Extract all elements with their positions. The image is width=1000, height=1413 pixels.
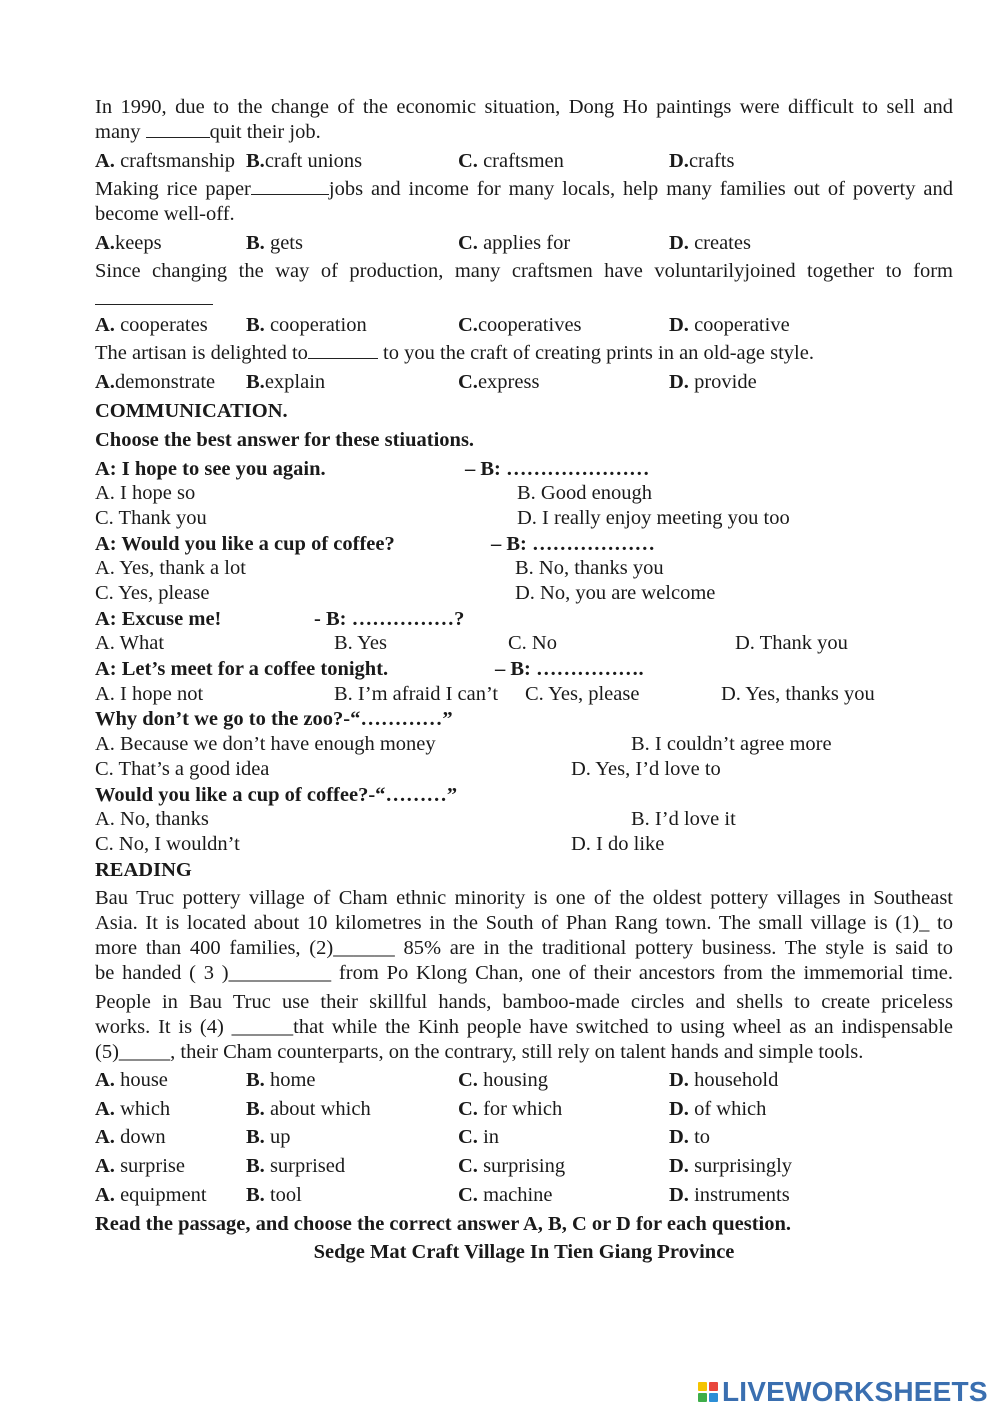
comm1-option-c[interactable]: C. Thank you xyxy=(95,507,207,529)
reading-q5-option-b[interactable]: B. tool xyxy=(246,1184,302,1206)
comm2-option-c[interactable]: C. Yes, please xyxy=(95,582,210,604)
q3-stem-line1: Since changing the way of production, many craftsmen have voluntarilyjoined together to form xyxy=(95,260,953,282)
communication-heading: COMMUNICATION. xyxy=(95,400,288,422)
comm6-prompt: Would you like a cup of coffee?-“………” xyxy=(95,784,458,806)
comm2-option-b[interactable]: B. No, thanks you xyxy=(515,557,664,579)
comm4-option-c[interactable]: C. Yes, please xyxy=(525,683,640,705)
q3-option-c[interactable]: C.cooperatives xyxy=(458,314,582,336)
comm1-response: – B: ………………… xyxy=(465,458,650,480)
reading-q1-option-d[interactable]: D. household xyxy=(669,1069,779,1091)
comm5-option-d[interactable]: D. Yes, I’d love to xyxy=(571,758,721,780)
reading-passage-line: People in Bau Truc use their skillful hands, bamboo-made circles and shells to create priceless xyxy=(95,991,953,1013)
q3-stem-line2 xyxy=(95,287,213,312)
comm4-option-d[interactable]: D. Yes, thanks you xyxy=(721,683,875,705)
reading-q1-option-b[interactable]: B. home xyxy=(246,1069,316,1091)
communication-instruction: Choose the best answer for these stiuations. xyxy=(95,429,475,451)
reading-q4-option-d[interactable]: D. surprisingly xyxy=(669,1155,793,1177)
q2-option-d[interactable]: D. creates xyxy=(669,232,751,254)
q1-option-d[interactable]: D.crafts xyxy=(669,150,735,172)
passage-title: Sedge Mat Craft Village In Tien Giang Province xyxy=(313,1241,735,1263)
reading-passage-line: Bau Truc pottery village of Cham ethnic minority is one of the oldest pottery villages in Southeast xyxy=(95,887,953,909)
reading-passage-line: (5)_____, their Cham counterparts, on the contrary, still rely on talent hands and simple tools. xyxy=(95,1041,864,1063)
logo-mark-icon xyxy=(698,1382,718,1402)
q4-option-a[interactable]: A.demonstrate xyxy=(95,371,216,393)
comm5-option-c[interactable]: C. That’s a good idea xyxy=(95,758,270,780)
liveworksheets-logo xyxy=(698,1377,988,1407)
reading-q3-option-a[interactable]: A. down xyxy=(95,1126,166,1148)
comm3-option-c[interactable]: C. No xyxy=(508,632,557,654)
reading-q3-option-c[interactable]: C. in xyxy=(458,1126,500,1148)
reading-q4-option-b[interactable]: B. surprised xyxy=(246,1155,346,1177)
reading-q2-option-d[interactable]: D. of which xyxy=(669,1098,767,1120)
answer-blank[interactable] xyxy=(95,290,213,305)
comm4-option-a[interactable]: A. I hope not xyxy=(95,683,204,705)
final-instruction: Read the passage, and choose the correct answer A, B, C or D for each question. xyxy=(95,1213,792,1235)
q4-option-b[interactable]: B.explain xyxy=(246,371,326,393)
q2-option-c[interactable]: C. applies for xyxy=(458,232,571,254)
logo-text: LIVEWORKSHEETS xyxy=(722,1376,988,1407)
comm3-option-a[interactable]: A. What xyxy=(95,632,165,654)
comm2-option-a[interactable]: A. Yes, thank a lot xyxy=(95,557,246,579)
q3-option-a[interactable]: A. cooperates xyxy=(95,314,208,336)
comm3-prompt: A: Excuse me! xyxy=(95,608,222,630)
q2-stem-line1: Making rice paper jobs and income for many locals, help many families out of poverty and xyxy=(95,178,953,200)
comm6-option-c[interactable]: C. No, I wouldn’t xyxy=(95,833,240,855)
comm1-prompt: A: I hope to see you again. xyxy=(95,458,326,480)
reading-q1-option-a[interactable]: A. house xyxy=(95,1069,168,1091)
comm3-response: - B: ……………? xyxy=(314,608,465,630)
comm4-response: – B: ……………. xyxy=(495,658,644,680)
comm2-response: – B: ……………… xyxy=(491,533,655,555)
comm2-option-d[interactable]: D. No, you are welcome xyxy=(515,582,716,604)
answer-blank[interactable] xyxy=(251,180,329,195)
comm4-option-b[interactable]: B. I’m afraid I can’t xyxy=(334,683,499,705)
reading-q4-option-a[interactable]: A. surprise xyxy=(95,1155,185,1177)
q4-stem-line1: The artisan is delighted to to you the craft of creating prints in an old-age style. xyxy=(95,342,814,364)
q1-stem-line1: In 1990, due to the change of the economic situation, Dong Ho paintings were difficult to sell and xyxy=(95,96,953,118)
q2-option-b[interactable]: B. gets xyxy=(246,232,303,254)
comm1-option-d[interactable]: D. I really enjoy meeting you too xyxy=(517,507,790,529)
reading-q5-option-d[interactable]: D. instruments xyxy=(669,1184,790,1206)
q4-option-c[interactable]: C.express xyxy=(458,371,540,393)
comm5-option-b[interactable]: B. I couldn’t agree more xyxy=(631,733,832,755)
reading-q4-option-c[interactable]: C. surprising xyxy=(458,1155,566,1177)
reading-passage-line: works. It is (4) ______that while the Kinh people have switched to using wheel as an indispensable xyxy=(95,1016,953,1038)
reading-q5-option-c[interactable]: C. machine xyxy=(458,1184,553,1206)
comm6-option-a[interactable]: A. No, thanks xyxy=(95,808,209,830)
reading-q5-option-a[interactable]: A. equipment xyxy=(95,1184,207,1206)
reading-heading: READING xyxy=(95,859,192,881)
q4-option-d[interactable]: D. provide xyxy=(669,371,757,393)
reading-q1-option-c[interactable]: C. housing xyxy=(458,1069,548,1091)
answer-blank[interactable] xyxy=(146,123,210,138)
q3-option-b[interactable]: B. cooperation xyxy=(246,314,367,336)
q1-stem-line2: many quit their job. xyxy=(95,121,321,143)
reading-q2-option-b[interactable]: B. about which xyxy=(246,1098,371,1120)
q2-option-a[interactable]: A.keeps xyxy=(95,232,162,254)
comm3-option-b[interactable]: B. Yes xyxy=(334,632,387,654)
q1-option-b[interactable]: B.craft unions xyxy=(246,150,363,172)
comm5-option-a[interactable]: A. Because we don’t have enough money xyxy=(95,733,436,755)
comm6-option-d[interactable]: D. I do like xyxy=(571,833,665,855)
q1-option-a[interactable]: A. craftsmanship xyxy=(95,150,236,172)
q3-option-d[interactable]: D. cooperative xyxy=(669,314,790,336)
answer-blank[interactable] xyxy=(308,344,378,359)
reading-q2-option-c[interactable]: C. for which xyxy=(458,1098,563,1120)
reading-q2-option-a[interactable]: A. which xyxy=(95,1098,171,1120)
comm3-option-d[interactable]: D. Thank you xyxy=(735,632,848,654)
q1-option-c[interactable]: C. craftsmen xyxy=(458,150,564,172)
comm1-option-a[interactable]: A. I hope so xyxy=(95,482,196,504)
comm1-option-b[interactable]: B. Good enough xyxy=(517,482,652,504)
q2-stem-line2: become well-off. xyxy=(95,203,235,225)
comm6-option-b[interactable]: B. I’d love it xyxy=(631,808,736,830)
reading-q3-option-b[interactable]: B. up xyxy=(246,1126,291,1148)
comm4-prompt: A: Let’s meet for a coffee tonight. xyxy=(95,658,389,680)
reading-passage-line: more than 400 families, (2)______ 85% are in the traditional pottery business. The style is said to xyxy=(95,937,953,959)
comm2-prompt: A: Would you like a cup of coffee? xyxy=(95,533,395,555)
reading-passage-line: Asia. It is located about 10 kilometres in the South of Phan Rang town. The small village is (1)_ to xyxy=(95,912,953,934)
reading-passage-line: be handed ( 3 )__________ from Po Klong Chan, one of their ancestors from the immemorial time. xyxy=(95,962,953,984)
reading-q3-option-d[interactable]: D. to xyxy=(669,1126,711,1148)
comm5-prompt: Why don’t we go to the zoo?-“…………” xyxy=(95,708,453,730)
